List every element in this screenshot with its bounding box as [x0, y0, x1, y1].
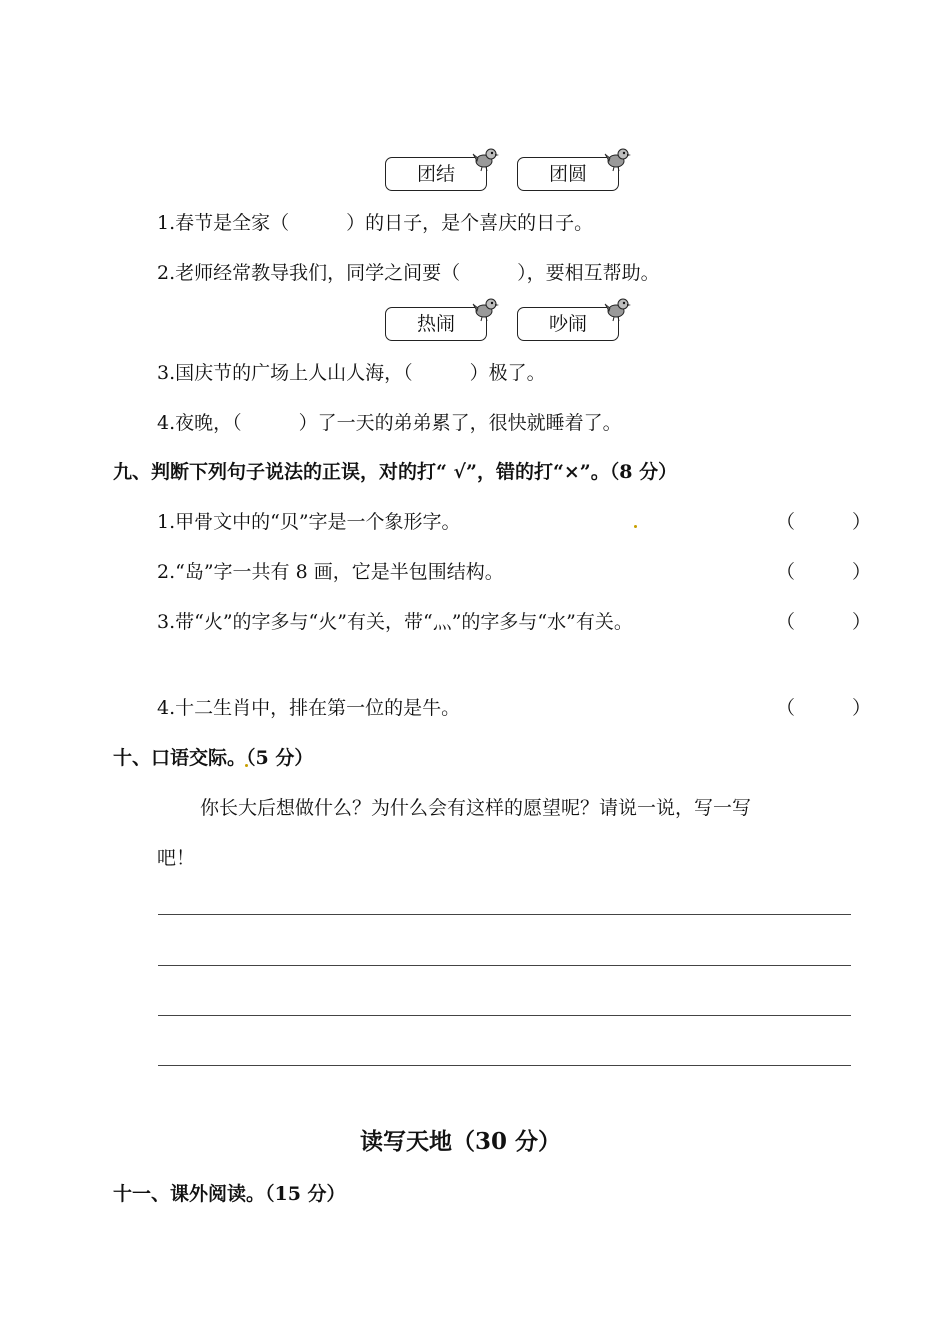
judgement-question: 4.十二生肖中，排在第一位的是牛。 — [157, 697, 461, 719]
writing-line[interactable] — [158, 1065, 851, 1066]
section-title: 读写天地（30 分） — [360, 1128, 562, 1155]
word-choice-chip — [517, 157, 619, 191]
bird-icon — [604, 146, 632, 172]
answer-paren: （ ） — [776, 511, 872, 533]
scan-speck — [634, 525, 637, 528]
writing-line[interactable] — [158, 914, 851, 915]
judgement-question: 2.“岛”字一共有 8 画，它是半包围结构。 — [157, 561, 504, 583]
word-choice-label: 吵闹 — [548, 313, 587, 335]
answer-paren: （ ） — [776, 611, 872, 633]
word-choice-label: 热闹 — [416, 313, 455, 335]
judgement-question: 3.带“火”的字多与“火”有关，带“灬”的字多与“水”有关。 — [157, 611, 633, 633]
fill-blank-question: 3.国庆节的广场上人山人海，（ ）极了。 — [157, 362, 546, 384]
word-choice-chip — [385, 157, 487, 191]
fill-blank-question: 4.夜晚，（ ）了一天的弟弟累了，很快就睡着了。 — [157, 412, 622, 434]
bird-icon — [472, 146, 500, 172]
judgement-question: 1.甲骨文中的“贝”字是一个象形字。 — [157, 511, 461, 533]
section-heading: 九、判断下列句子说法的正误，对的打“ √”，错的打“×”。（8 分） — [113, 461, 678, 483]
answer-paren: （ ） — [776, 561, 872, 583]
answer-paren: （ ） — [776, 697, 872, 719]
prompt-text: 你长大后想做什么？为什么会有这样的愿望呢？请说一说，写一写 — [200, 797, 752, 819]
word-choice-chip — [517, 307, 619, 341]
word-choice-chip — [385, 307, 487, 341]
bird-icon — [604, 296, 632, 322]
fill-blank-question: 2.老师经常教导我们，同学之间要（ ），要相互帮助。 — [157, 262, 660, 284]
word-choice-label: 团结 — [416, 163, 455, 185]
section-heading: 十、口语交际。（5 分） — [113, 747, 314, 769]
word-choice-label: 团圆 — [548, 163, 587, 185]
prompt-text: 吧！ — [157, 847, 196, 869]
writing-line[interactable] — [158, 965, 851, 966]
section-heading: 十一、课外阅读。（15 分） — [113, 1183, 346, 1205]
bird-icon — [472, 296, 500, 322]
fill-blank-question: 1.春节是全家（ ）的日子，是个喜庆的日子。 — [157, 212, 594, 234]
writing-line[interactable] — [158, 1015, 851, 1016]
